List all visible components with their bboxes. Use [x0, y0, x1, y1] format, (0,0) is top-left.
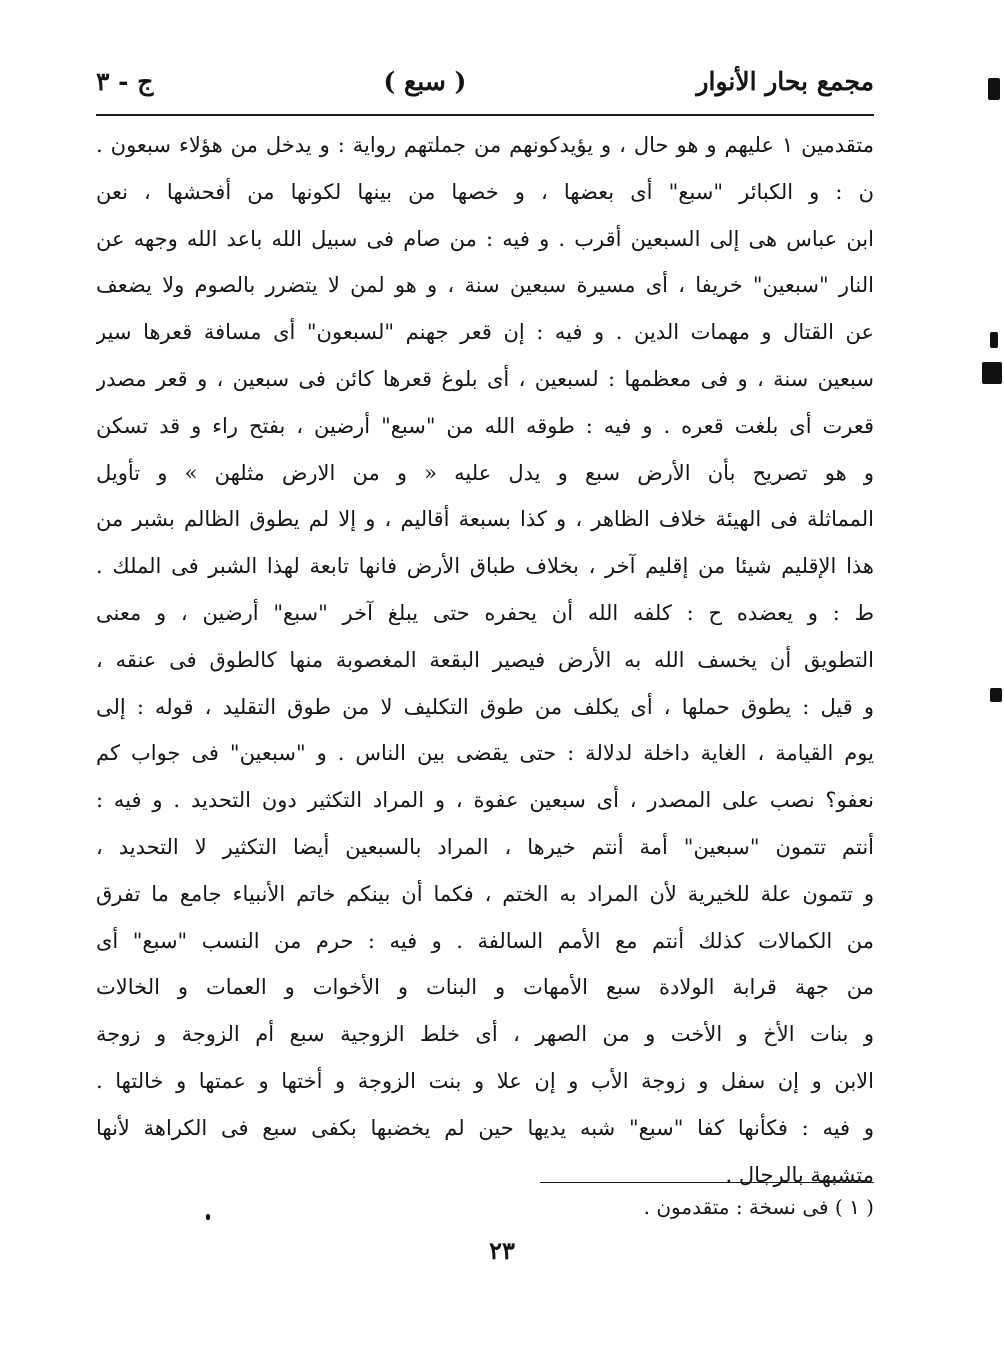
footnote-rule: [540, 1182, 874, 1183]
text-line: المماثلة فى الهيئة خلاف الظاهر ، و كذا بسبعة أقاليم ، و إلا لم يطوق الظالم بشبر من: [96, 507, 874, 532]
scan-mark: [206, 1214, 210, 1220]
book-title: مجمع بحار الأنوار: [696, 66, 874, 96]
entry-heading: ( سبع ): [383, 66, 467, 96]
text-line: متقدمين ١ عليهم و هو حال ، و يؤيدكونهم من جملتهم رواية : و يدخل من هؤلاء سبعون .: [96, 133, 874, 157]
text-line: و بنات الأخ و الأخت و من الصهر ، أى خلط الزوجية سبع أم الزوجة و زوجة: [96, 1022, 874, 1047]
text-line: ط : و يعضده ح : كلفه الله أن يحفره حتى يبلغ آخر "سبع" أرضين ، و معنى: [96, 600, 874, 625]
text-line: التطويق أن يخسف الله به الأرض فيصير البقعة المغصوبة منها كالطوق فى عنقه ،: [96, 647, 874, 672]
text-line: و تتمون علة للخيرية لأن المراد به الختم ، فكما أن بينكم خاتم الأنبياء جامع ما تفرق: [96, 881, 874, 906]
text-line: سبعين سنة ، و فى معظمها : لسبعين ، أى بلوغ قعرها كائن فى سبعين ، و قعر مصدر: [96, 366, 874, 391]
text-line: من جهة قرابة الولادة سبع الأمهات و البنات و الأخوات و العمات و الخالات: [96, 975, 874, 1000]
text-line: الابن و إن سفل و زوجة الأب و إن علا و بنت الزوجة و أختها و عمتها و خالتها .: [96, 1068, 874, 1093]
text-line: ابن عباس هى إلى السبعين أقرب . و فيه : من صام فى سبيل الله باعد الله وجهه عن: [96, 226, 874, 251]
header-rule: [96, 114, 874, 116]
footnote: ( ١ ) فى نسخة : متقدمون .: [643, 1195, 874, 1219]
text-line: و هو تصريح بأن الأرض سبع و يدل عليه « و من الارض مثلهن » و تأويل: [96, 460, 874, 485]
text-line: نعفو؟ نصب على المصدر ، أى سبعين عفوة ، و المراد التكثير دون التحديد . و فيه :: [96, 788, 874, 813]
scan-mark: [982, 362, 1002, 384]
volume-number: ج - ٣: [96, 66, 154, 96]
text-line: هذا الإقليم شيئا من إقليم آخر ، بخلاف طباق الأرض فانها تابعة لهذا الشبر فى الملك .: [96, 554, 874, 579]
text-line: ن : و الكبائر "سبع" أى بعضها ، و خصها من بينها لكونها من أفحشها ، نعن: [96, 179, 874, 204]
text-line: عن القتال و مهمات الدين . و فيه : إن قعر جهنم "لسبعون" أى مسافة قعرها سير: [96, 320, 874, 345]
text-line: متشبهة بالرجال .: [725, 1162, 874, 1187]
text-line: قعرت أى بلغت قعره . و فيه : طوقه الله من "سبع" أرضين ، بفتح راء و قد تسكن: [96, 413, 874, 438]
scan-mark: [990, 688, 1002, 702]
body-text: [96, 122, 874, 1198]
text-line: يوم القيامة ، الغاية داخلة لدلالة : حتى يقضى بين الناس . و "سبعين" فى جواب كم: [96, 741, 874, 766]
page-number: ٢٣: [489, 1236, 515, 1265]
text-line: و فيه : فكأنها كفا "سبع" شبه يديها حين لم يخضبها بكفى سبع فى الكراهة لأنها: [96, 1115, 874, 1140]
scan-mark: [990, 332, 998, 348]
page-header: [96, 58, 874, 104]
text-line: النار "سبعين" خريفا ، أى مسيرة سبعين سنة ، و هو لمن لا يتضرر بالصوم ولا يضعف: [96, 273, 874, 298]
text-line: و قيل : يطوق حملها ، أى يكلف من طوق التكليف لا من طوق التقليد ، قوله : إلى: [96, 694, 874, 719]
scan-mark: [988, 78, 1000, 100]
text-line: من الكمالات كذلك أنتم مع الأمم السالفة . و فيه : حرم من النسب "سبع" أى: [96, 928, 874, 953]
text-line: أنتم تتمون "سبعين" أمة أنتم خيرها ، المراد بالسبعين أيضا التكثير لا التحديد ،: [96, 834, 874, 859]
